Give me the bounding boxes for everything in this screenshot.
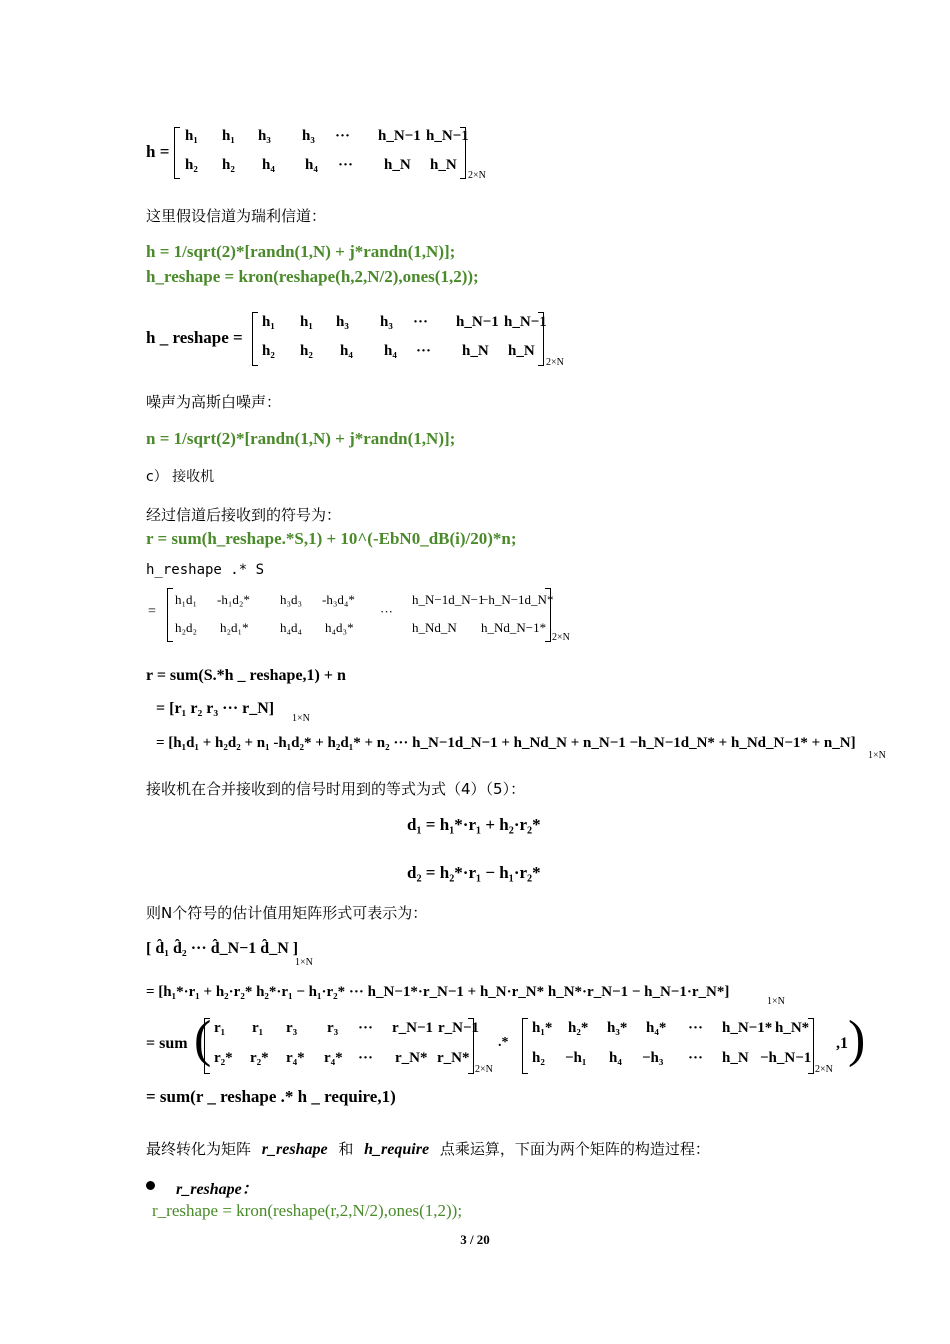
eq-sum-h-cell: −h₃ [642, 1050, 664, 1066]
eq-sum-r-cell: r₁ [252, 1020, 264, 1036]
h-matrix-cell: h₂ [185, 157, 198, 173]
eq-hs-left-bracket [167, 588, 173, 642]
eq-sum-outer-paren-left: ( [194, 1011, 212, 1068]
h-reshape-cell: h₃ [380, 314, 393, 330]
section-c-heading: c） 接收机 [146, 469, 215, 485]
h-matrix-cell: h_N [430, 157, 457, 173]
h-matrix-cell: h_N−1 [378, 128, 421, 144]
h-reshape-cell: h_N−1 [456, 314, 499, 330]
eq-hs-label: h_reshape .* S [146, 562, 265, 578]
h-reshape-cell: h_N [508, 343, 535, 359]
eq-sum-r-cell: r₁ [214, 1020, 226, 1036]
eq-sum-h-cell: h₁* [532, 1020, 553, 1036]
eq-dhat2-dim: 1×N [767, 996, 785, 1007]
h-matrix-cell: h₄ [305, 157, 318, 173]
code-h-reshape: h_reshape = kron(reshape(h,2,N/2),ones(1,2)); [146, 267, 479, 286]
eq-sum-h-cell: ··· [688, 1050, 704, 1066]
para-final-b: 点乘运算，下面为两个矩阵的构造过程： [439, 1140, 710, 1158]
eq-sum-h-cell: h₃* [607, 1020, 628, 1036]
para-final [146, 1138, 710, 1159]
h-reshape-cell: h₂ [262, 343, 275, 359]
h-reshape-matrix-label: h _ reshape = [146, 328, 243, 347]
eq-sum-op: .* [498, 1035, 509, 1050]
code-h: h = 1/sqrt(2)*[randn(1,N) + j*randn(1,N)]; [146, 242, 456, 261]
h-matrix-cell: h₄ [262, 157, 275, 173]
eq-sum-outer-paren-right: ) [848, 1011, 866, 1068]
eq-sum-r-cell: r₃ [327, 1020, 339, 1036]
eq-hs-cell: -h₃d₄* [322, 592, 355, 607]
h-matrix-cell: h₁ [222, 128, 235, 144]
h-matrix-dim: 2×N [468, 170, 486, 181]
para-estimate: 则N个符号的估计值用矩阵形式可表示为： [146, 904, 428, 922]
h-reshape-cell: h₂ [300, 343, 313, 359]
eq-hs-cell: h_N−1d_N−1 [412, 592, 485, 607]
h-matrix-cell: ··· [338, 157, 354, 173]
eq-hs-cell: h_Nd_N−1* [481, 620, 547, 635]
para-rayleigh: 这里假设信道为瑞利信道： [146, 207, 327, 225]
eq-sum-h-cell: h_N−1* [722, 1020, 773, 1036]
eq-d2: d₂ = h₂*·r₁ − h₁·r₂* [407, 863, 541, 882]
h-matrix-cell: h₁ [185, 128, 198, 144]
eq-hs-cell: −h_N−1d_N* [481, 592, 554, 607]
h-reshape-cell: ··· [413, 314, 429, 330]
eq-d1: d₁ = h₁*·r₁ + h₂·r₂* [407, 815, 541, 834]
eq-sum-h-cell: h_N [722, 1050, 749, 1066]
h-matrix-right-bracket [460, 127, 466, 179]
h-reshape-cell: h₁ [262, 314, 275, 330]
eq-sum-r-cell: r_N* [395, 1050, 428, 1066]
h-matrix-label: h = [146, 142, 170, 161]
bullet-label: r_reshape： [176, 1181, 258, 1198]
eq-sum-h-left-bracket [522, 1018, 528, 1074]
h-reshape-cell: h₄ [340, 343, 353, 359]
eq-sum-r-cell: r_N−1 [392, 1020, 434, 1036]
h-reshape-cell: ··· [416, 343, 432, 359]
h-matrix-cell: ··· [335, 128, 351, 144]
h-reshape-dim: 2×N [546, 357, 564, 368]
eq-sum-h-dim: 2×N [815, 1064, 833, 1075]
para-final-h: h_require [364, 1141, 430, 1158]
eq-sum-r-cell: r₄* [324, 1050, 343, 1066]
eq-r2-dim: 1×N [292, 713, 310, 724]
h-matrix-cell: h_N [384, 157, 411, 173]
h-reshape-cell: h₁ [300, 314, 313, 330]
eq-sum-r-cell: r₃ [286, 1020, 298, 1036]
eq-r3-dim: 1×N [868, 750, 886, 761]
h-matrix-cell: h₂ [222, 157, 235, 173]
h-reshape-cell: h_N [462, 343, 489, 359]
eq-sum-label: = sum [146, 1035, 188, 1052]
eq-sum-h-cell: −h₁ [565, 1050, 587, 1066]
eq-sum-r-left-bracket [204, 1018, 210, 1074]
eq-sum-final: = sum(r _ reshape .* h _ require,1) [146, 1087, 396, 1106]
eq-sum-r-cell: r_N* [437, 1050, 470, 1066]
eq-hs-cell: ··· [380, 604, 393, 619]
para-received: 经过信道后接收到的符号为： [146, 506, 342, 524]
eq-hs-equals: = [148, 604, 156, 619]
eq-hs-cell: h₄d₃* [325, 620, 354, 635]
para-final-and: 和 [338, 1140, 354, 1158]
h-matrix-cell: h₃ [258, 128, 271, 144]
eq-hs-cell: h₂d₁* [220, 620, 249, 635]
eq-hs-dim: 2×N [552, 632, 570, 643]
eq-sum-r-cell: ··· [358, 1050, 374, 1066]
h-matrix-cell: h₃ [302, 128, 315, 144]
eq-sum-r-cell: r₂* [250, 1050, 269, 1066]
para-final-a: 最终转化为矩阵 [146, 1140, 252, 1158]
h-matrix-left-bracket [174, 127, 180, 179]
eq-hs-cell: h_Nd_N [412, 620, 457, 635]
eq-sum-h-right-bracket [808, 1018, 814, 1074]
code-r-reshape: r_reshape = kron(reshape(r,2,N/2),ones(1,2)); [152, 1201, 463, 1220]
h-reshape-left-bracket [252, 312, 258, 366]
eq-hs-cell: h₄d₄ [280, 620, 303, 635]
eq-sum-r-cell: ··· [358, 1020, 374, 1036]
eq-sum-h-cell: h_N* [775, 1020, 810, 1036]
eq-sum-r-cell: r₄* [286, 1050, 305, 1066]
h-reshape-right-bracket [538, 312, 544, 366]
eq-sum-h-cell: h₄ [609, 1050, 622, 1066]
eq-sum-r-cell: r_N−1 [438, 1020, 480, 1036]
h-reshape-cell: h_N−1 [504, 314, 547, 330]
eq-sum-r-dim: 2×N [475, 1064, 493, 1075]
page-number: 3 / 20 [460, 1232, 490, 1247]
h-reshape-cell: h₄ [384, 343, 397, 359]
h-reshape-cell: h₃ [336, 314, 349, 330]
eq-sum-r-cell: r₂* [214, 1050, 233, 1066]
eq-sum-tail: ,1 [836, 1035, 848, 1052]
eq-dhat: [ d̂₁ d̂₂ ··· d̂_N−1 d̂_N ] [146, 940, 299, 957]
eq-sum-h-cell: ··· [688, 1020, 704, 1036]
eq-hs-cell: -h₁d₂* [217, 592, 250, 607]
para-final-r: r_reshape [261, 1141, 328, 1158]
h-matrix-cell: h_N−1 [426, 128, 469, 144]
eq-sum-h-cell: h₄* [646, 1020, 667, 1036]
bullet-icon [146, 1181, 155, 1190]
eq-r2: = [r₁ r₂ r₃ ··· r_N] [156, 700, 275, 717]
eq-hs-right-bracket [545, 588, 551, 642]
eq-sum-h-cell: h₂* [568, 1020, 589, 1036]
eq-hs-cell: h₂d₂ [175, 620, 198, 635]
code-r: r = sum(h_reshape.*S,1) + 10^(-EbN0_dB(i)/20)*n; [146, 529, 517, 548]
eq-hs-cell: h₁d₁ [175, 592, 198, 607]
eq-r3: = [h₁d₁ + h₂d₂ + n₁ -h₁d₂* + h₂d₁* + n₂ ··· h_N−1d_N−1 + h_Nd_N + n_N−1 −h_N−1d_N* + h_Nd_N−1* + n_N] [156, 735, 856, 751]
eq-sum-h-cell: h₂ [532, 1050, 545, 1066]
eq-r1: r = sum(S.*h _ reshape,1) + n [146, 667, 346, 684]
eq-dhat-dim: 1×N [295, 957, 313, 968]
eq-dhat2: = [h₁*·r₁ + h₂·r₂* h₂*·r₁ − h₁·r₂* ··· h_N−1*·r_N−1 + h_N·r_N* h_N*·r_N−1 − h_N−1·r_N*] [146, 984, 730, 1000]
para-noise: 噪声为高斯白噪声： [146, 393, 282, 411]
para-combine: 接收机在合并接收到的信号时用到的等式为式（4）（5）： [146, 780, 526, 798]
code-n: n = 1/sqrt(2)*[randn(1,N) + j*randn(1,N)]; [146, 429, 456, 448]
eq-hs-cell: h₃d₃ [280, 592, 303, 607]
eq-sum-r-right-bracket [468, 1018, 474, 1074]
eq-sum-h-cell: −h_N−1 [760, 1050, 812, 1066]
